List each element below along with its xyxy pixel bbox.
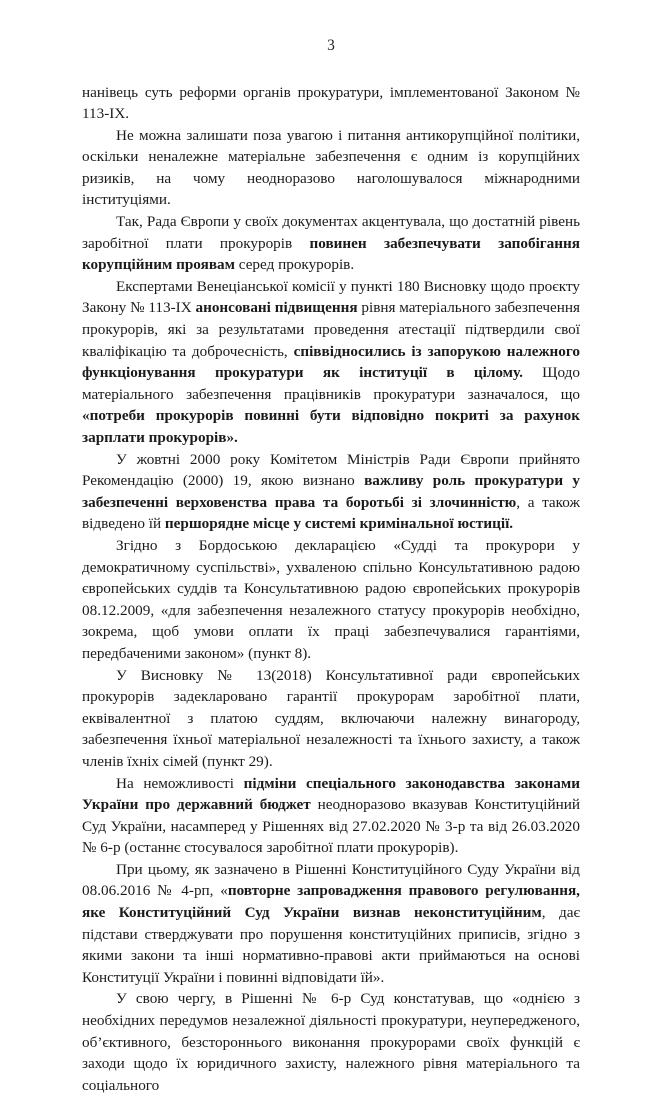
text-run: Згідно з Бордоською декларацією «Судді та прокурори у демократичному суспільстві», ухваленою спільно Консультативною радою європейських суддів та Консультативною радою європейських прокурорів 08.12.2009, «для забезпечення незалежного статусу прокурорів необхідно, зокрема, щоб умови оплати їх праці забезпечувалися гарантіями, передбаченими законом» (пункт 8). xyxy=(82,537,580,662)
text-run-bold: важливу роль прокуратури у забезпеченні верховенства права та боротьбі зі злочинністю xyxy=(82,472,580,511)
text-run: неодноразово вказував Конституційний Суд України, насамперед у Рішеннях від 27.02.2020 № 3-р та від 26.03.2020 № 6-р (останнє стосувалося заробітної плати прокурорів). xyxy=(82,796,580,856)
text-run-bold: підміни спеціального законодавства законами України про державний бюджет xyxy=(82,775,580,814)
text-run: Не можна залишати поза увагою і питання антикорупційної політики, оскільки неналежне матеріальне забезпечення є одним із корупційних ризиків, на чому неодноразово наголошувалося міжнародними інституціями. xyxy=(82,127,580,209)
text-run: нанівець суть реформи органів прокуратури, імплементованої Законом № 113-IX. xyxy=(82,84,580,123)
text-run: Так, Рада Європи у своїх документах акцентувала, що достатній рівень заробітної плати прокурорів xyxy=(82,213,580,252)
text-run: Експертами Венеціанської комісії у пункті 180 Висновку щодо проєкту Закону № 113-IX xyxy=(82,278,580,317)
text-run-bold: повинен забезпечувати запобігання корупційним проявам xyxy=(82,235,580,274)
text-run-bold: першорядне місце у системі кримінальної юстиції. xyxy=(165,515,513,532)
paragraph xyxy=(82,276,580,449)
paragraph xyxy=(82,535,580,665)
paragraph xyxy=(82,211,580,276)
text-run-bold: повторне запровадження правового регулювання, яке Конституційний Суд України визнав неконституційним xyxy=(82,882,580,921)
page-number: 3 xyxy=(82,38,580,54)
text-run: У свою чергу, в Рішенні № 6-р Суд констатував, що «однією з необхідних передумов незалежної діяльності прокуратури, неупередженого, об’єктивного, безстороннього виконання прокурорами своїх функцій є заходи щодо їх юридичного захисту, належного рівня матеріального та соціального xyxy=(82,990,580,1093)
text-run: У жовтні 2000 року Комітетом Міністрів Ради Європи прийнято Рекомендацію (2000) 19, якою визнано xyxy=(82,451,580,490)
paragraph xyxy=(82,449,580,535)
text-run: , а також відведено їй xyxy=(82,494,580,533)
paragraph xyxy=(82,859,580,989)
text-run: При цьому, як зазначено в Рішенні Конституційного Суду України від 08.06.2016 № 4-рп, « xyxy=(82,861,580,900)
paragraph xyxy=(82,665,580,773)
text-run-bold: «потреби прокурорів повинні бути відповідно покриті за рахунок зарплати прокурорів». xyxy=(82,407,580,446)
text-run-bold: анонсовані підвищення xyxy=(195,299,357,316)
paragraph xyxy=(82,988,580,1096)
text-run: рівня матеріального забезпечення прокурорів, які за результатами проведення атестації підтвердили свої кваліфікацію та доброчесність, xyxy=(82,299,580,359)
text-run: , дає підстави стверджувати про порушення конституційних приписів, згідно з якими закони та інші нормативно-правові акти приймаються на основі Конституції України і повинні відповідати їй». xyxy=(82,904,580,986)
text-run: серед прокурорів. xyxy=(235,256,354,273)
document-body xyxy=(82,82,580,1096)
text-run: Щодо матеріального забезпечення працівників прокуратури зазначалося, що xyxy=(82,364,580,403)
paragraph xyxy=(82,82,580,125)
paragraph xyxy=(82,773,580,859)
text-run: У Висновку № 13(2018) Консультативної ради європейських прокурорів задекларовано гарантії прокурорам заробітної плати, еквівалентної з платою суддям, включаючи належну винагороду, забезпечення їхньої матеріальної незалежності та їхнього захисту, а також членів їхніх сімей (пункт 29). xyxy=(82,667,580,770)
paragraph xyxy=(82,125,580,211)
text-run: На неможливості xyxy=(116,775,244,792)
text-run-bold: співвідносились із запорукою належного функціонування прокуратури як інституції в цілому. xyxy=(82,343,580,382)
